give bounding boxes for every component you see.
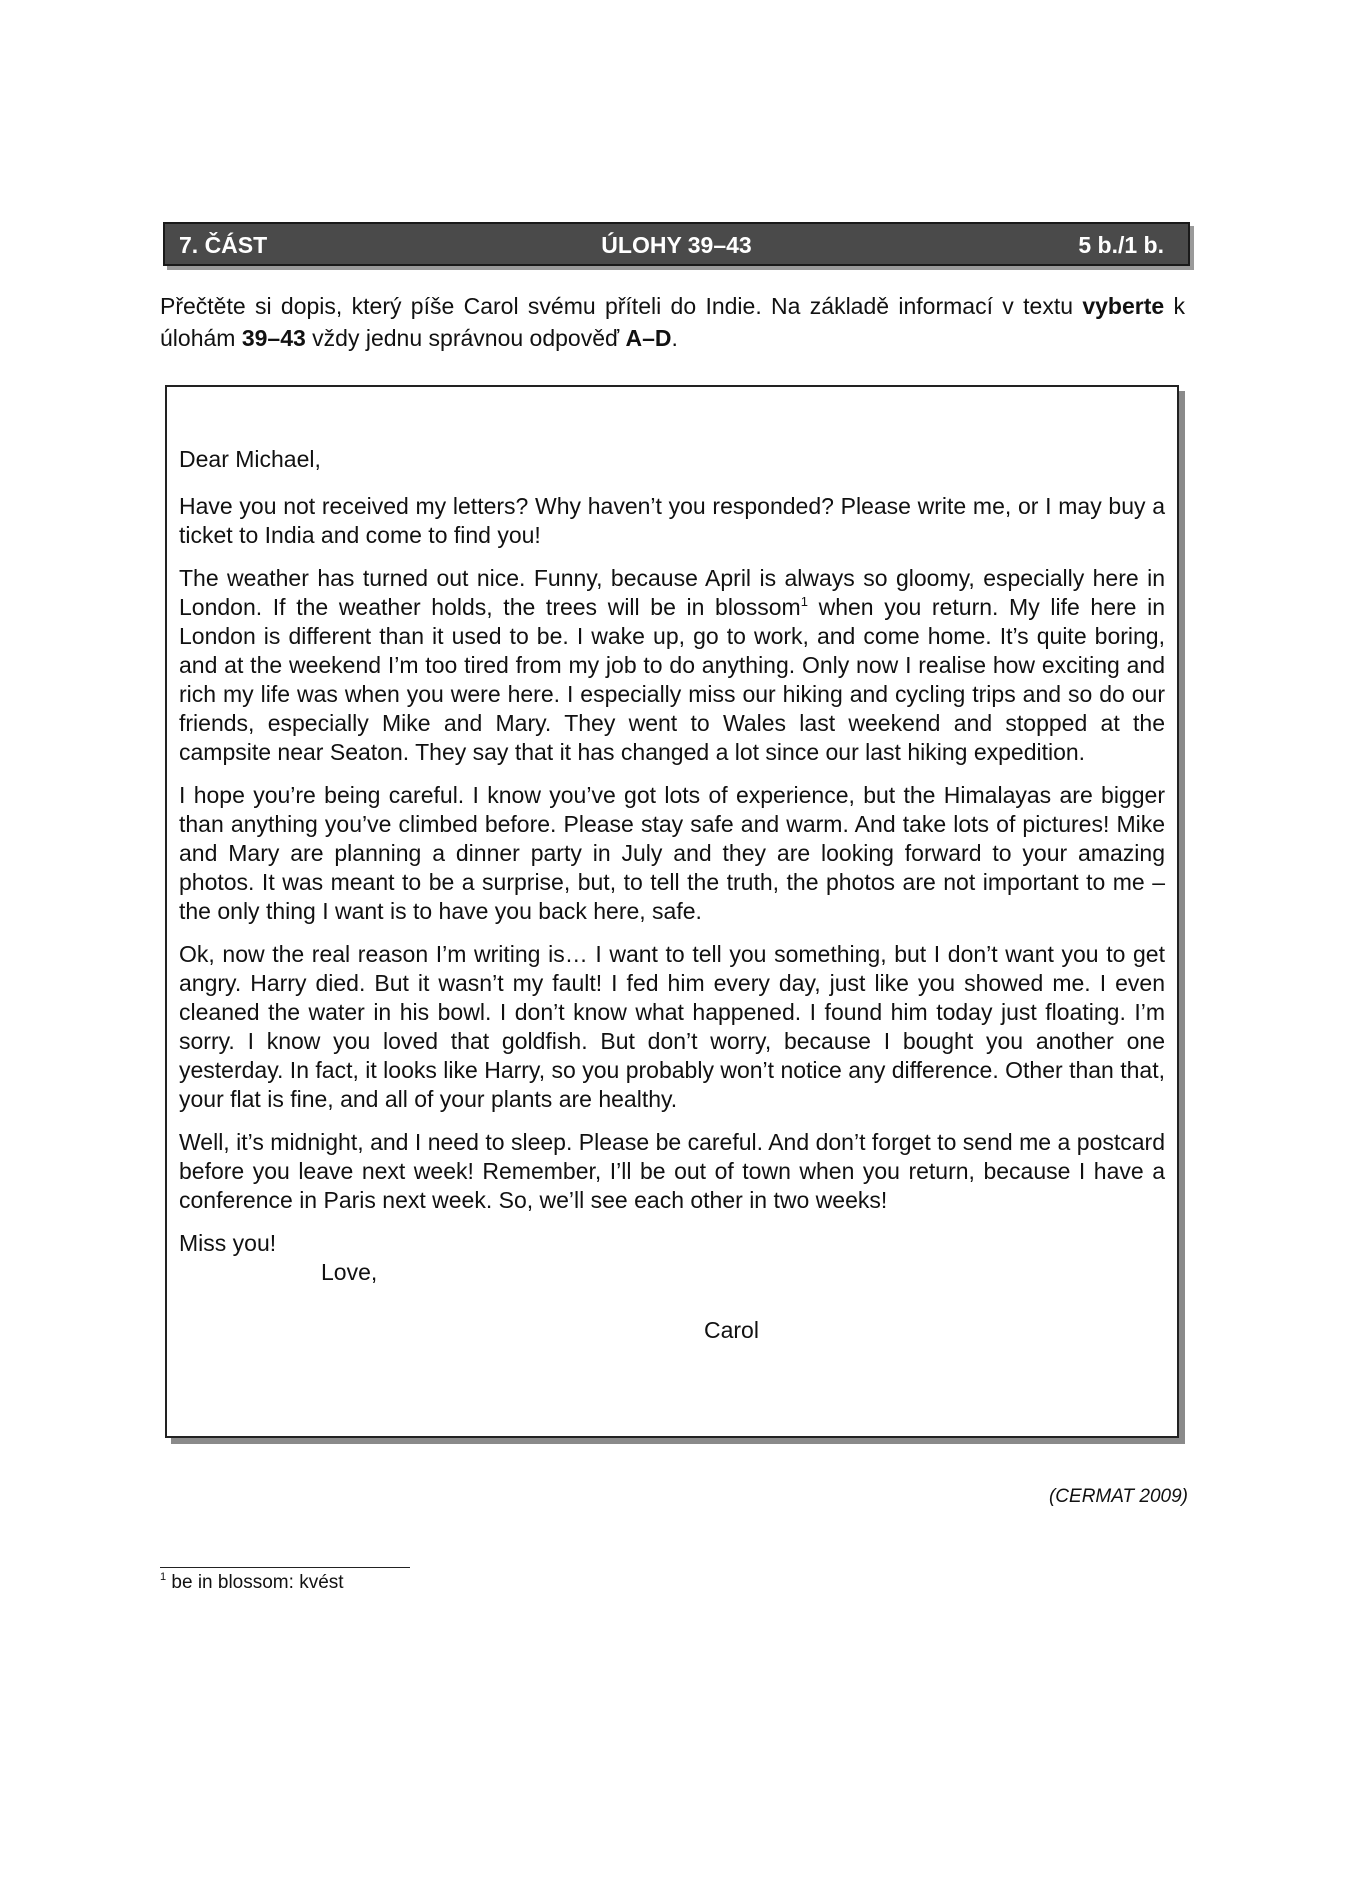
letter-paragraph-5: Well, it’s midnight, and I need to sleep. Please be careful. And don’t forget to send me a postcard before you leave next week! Remember, I’ll be out of town when you return, because I have a conference in Paris next week. So, we’ll see each other in two weeks!	[179, 1129, 1165, 1213]
instructions	[160, 290, 1185, 354]
instructions-options: A–D	[625, 325, 672, 351]
letter-paragraph-2-start: The weather has turned out nice. Funny, because April is always so gloomy, especially here in London. If the weather holds, the trees will be in blossom	[179, 565, 1165, 620]
letter-paragraph-2-end: when you return. My life here in London is different than it used to be. I wake up, go to work, and come home. It’s quite boring, and at the weekend I’m too tired from my job to do anything. Only now I realise how exciting and rich my life was when you were here. I especially miss our hiking and cycling trips and so do our friends, especially Mike and Mary. They went to Wales last weekend and stopped at the campsite near Seaton. They say that it has changed a lot since our last hiking expedition.	[179, 594, 1165, 765]
section-part-label: 7. ČÁST	[179, 232, 268, 258]
instructions-text-2: k úlohám	[160, 293, 1186, 351]
letter-signature: Carol	[704, 1317, 759, 1343]
section-header	[163, 222, 1190, 266]
footnote-divider	[160, 1567, 410, 1568]
instructions-select: vyberte	[1082, 293, 1165, 319]
section-tasks-label: ÚLOHY 39–43	[601, 232, 752, 258]
instructions-end: .	[671, 325, 678, 351]
footnote	[160, 1572, 344, 1594]
section-points-label: 5 b./1 b.	[1078, 232, 1164, 258]
letter-love: Love,	[321, 1259, 378, 1285]
instructions-task-range: 39–43	[241, 325, 306, 351]
instructions-text-1: Přečtěte si dopis, který píše Carol svému příteli do Indie. Na základě informací v textu	[160, 293, 1083, 319]
letter-greeting: Dear Michael,	[179, 446, 321, 472]
letter-paragraph-3: I hope you’re being careful. I know you’ve got lots of experience, but the Himalayas are bigger than anything you’ve climbed before. Please stay safe and warm. And take lots of pictures! Mike and Mary are planning a dinner party in July and they are looking forward to your amazing photos. It was meant to be a surprise, but, to tell the truth, the photos are not important to me – the only thing I want is to have you back here, safe.	[179, 782, 1165, 924]
letter-paragraph-1: Have you not received my letters? Why haven’t you responded? Please write me, or I may buy a ticket to India and come to find you!	[179, 493, 1165, 548]
letter-paragraph-2	[179, 564, 1165, 767]
instructions-text-3: vždy jednu správnou odpověď	[305, 325, 626, 351]
letter-text	[179, 445, 1165, 1345]
footnote-reference: 1	[800, 594, 808, 609]
letter-closing: Miss you!	[179, 1230, 277, 1256]
footnote-mark: 1	[160, 1571, 167, 1583]
source-citation: (CERMAT 2009)	[1048, 1486, 1188, 1507]
letter-paragraph-4: Ok, now the real reason I’m writing is… I want to tell you something, but I don’t want you to get angry. Harry died. But it wasn’t my fault! I fed him every day, just like you showed me. I even cleaned the water in his bowl. I don’t know what happened. I found him today just floating. I’m sorry. I know you loved that goldfish. But don’t worry, because I bought you another one yesterday. In fact, it looks like Harry, so you probably won’t notice any difference. Other than that, your flat is fine, and all of your plants are healthy.	[179, 941, 1165, 1112]
footnote-text: be in blossom: kvést	[166, 1572, 344, 1593]
